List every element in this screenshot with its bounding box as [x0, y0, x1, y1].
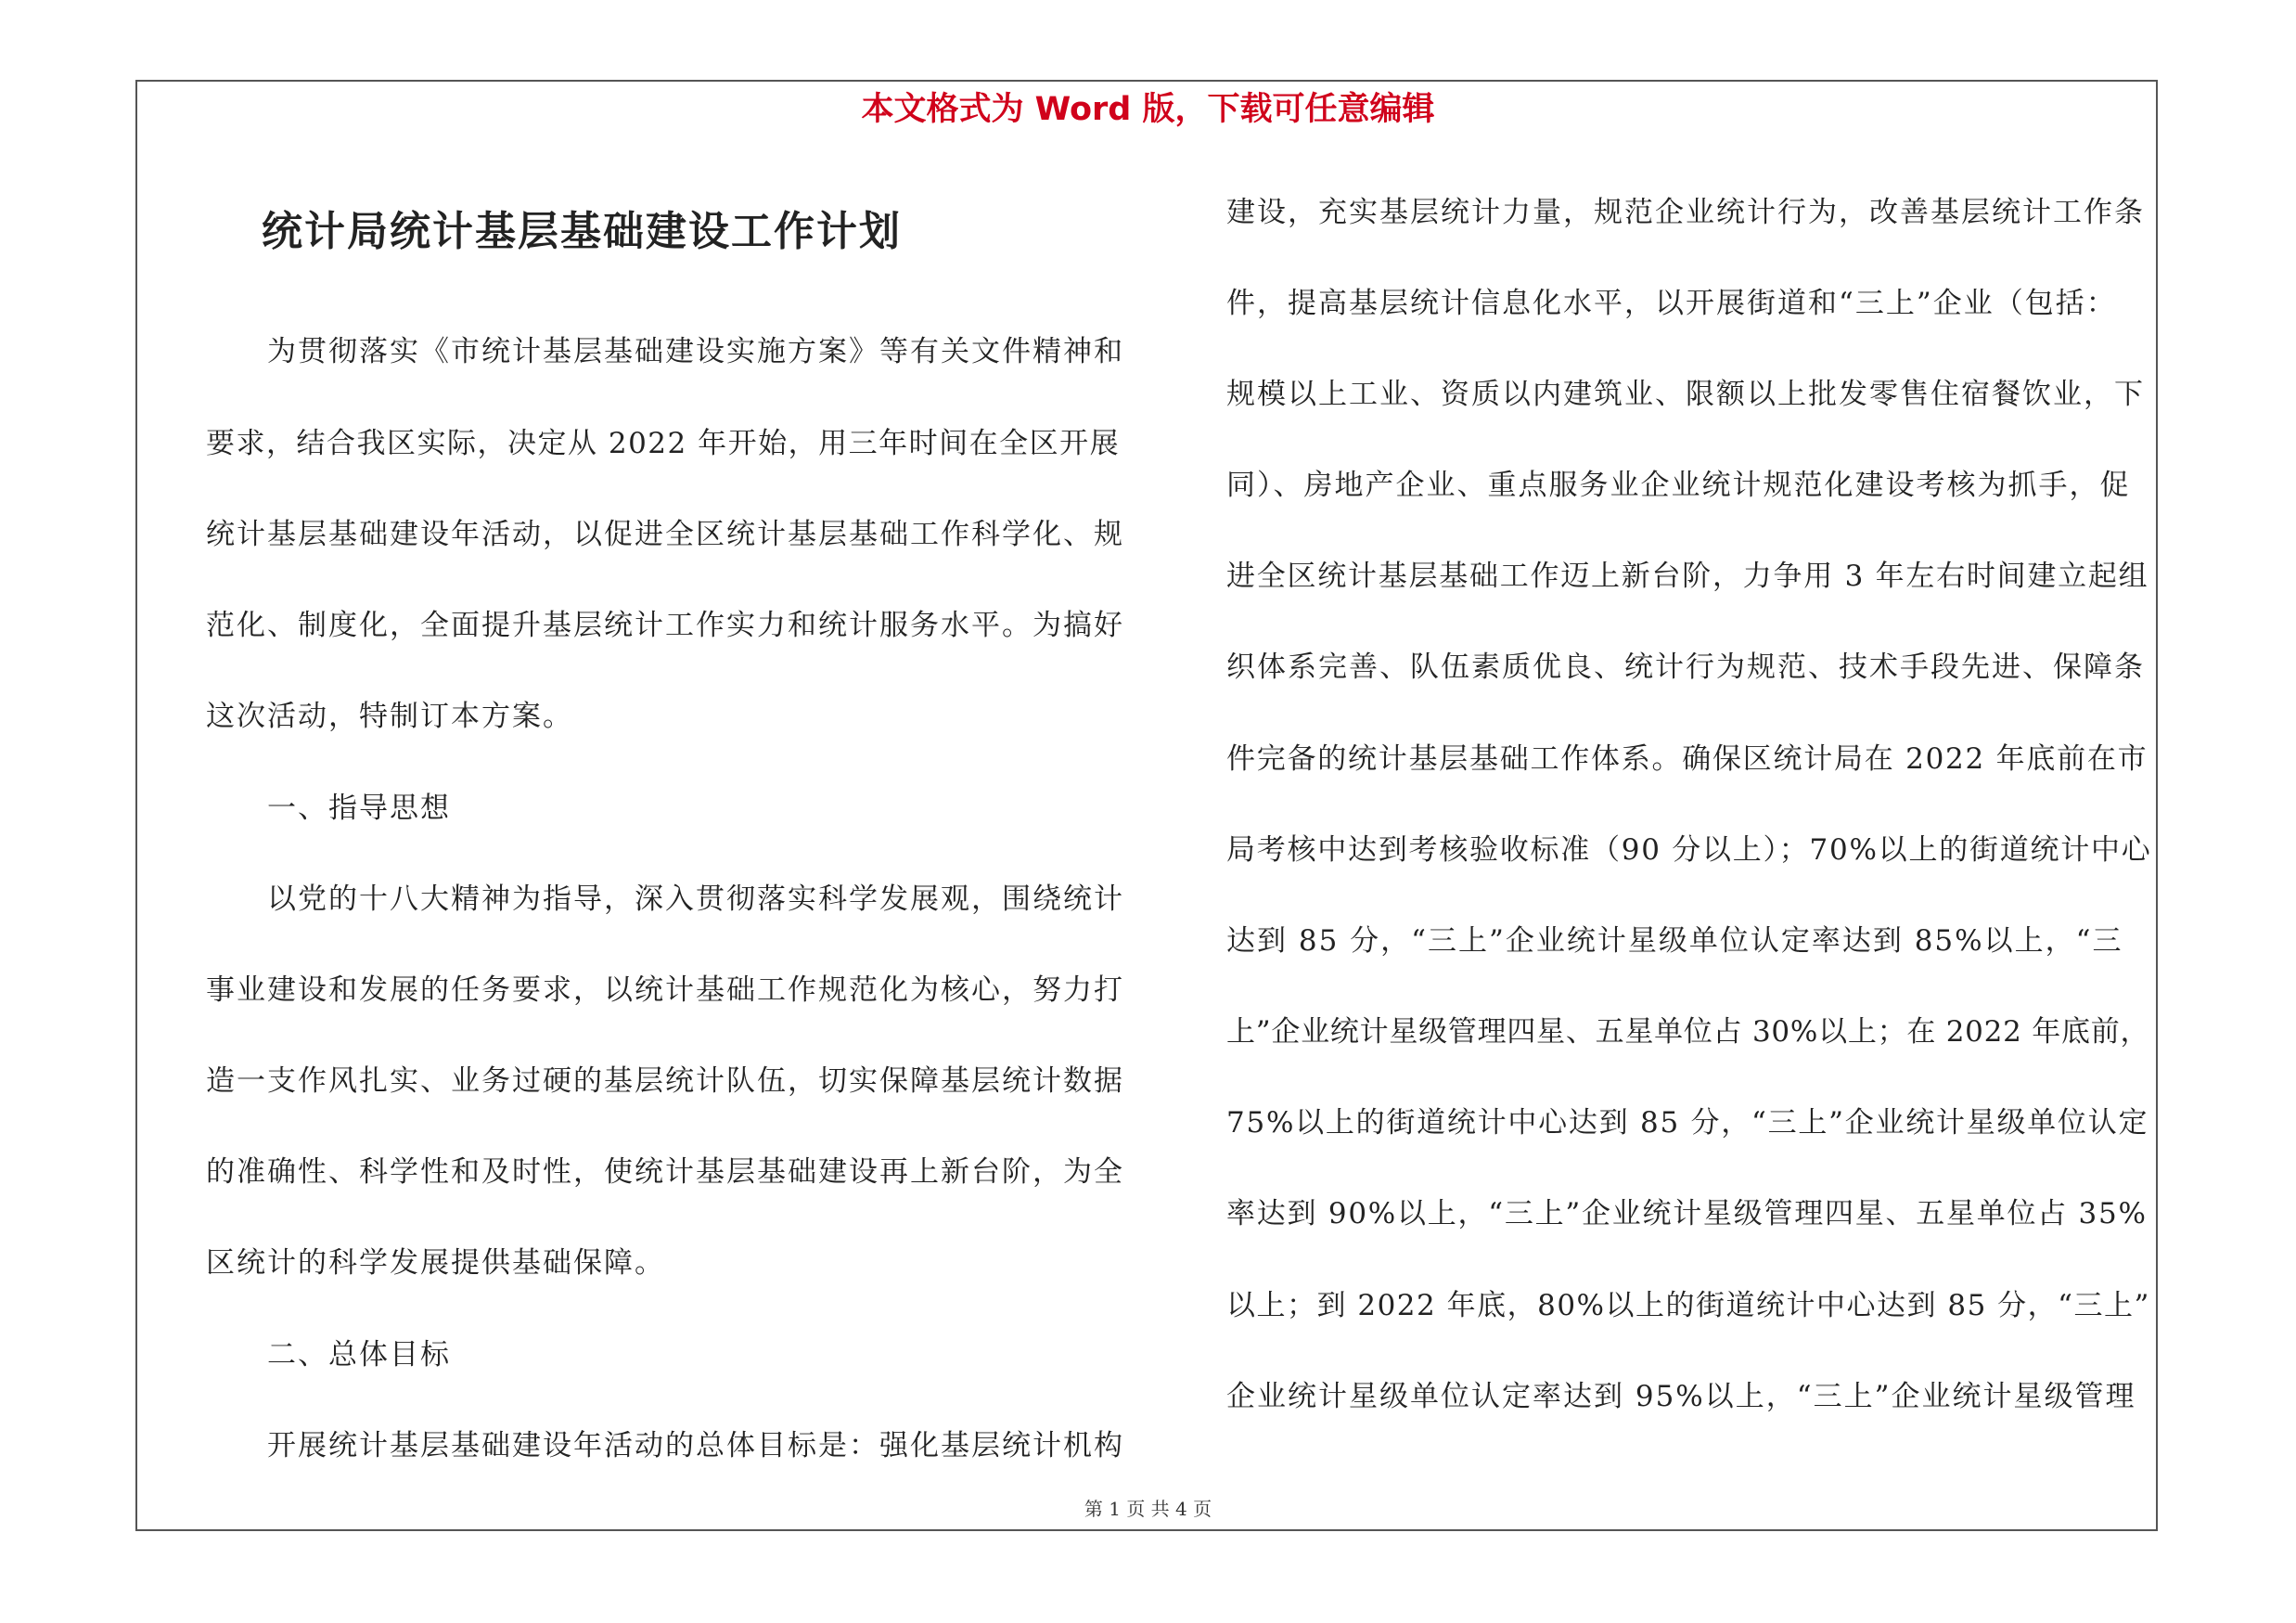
paragraph-line: 率达到 90%以上，“三上”企业统计星级管理四星、五星单位占 35% — [1226, 1197, 2148, 1230]
paragraph-line: 75%以上的街道统计中心达到 85 分，“三上”企业统计星级单位认定 — [1226, 1106, 2149, 1140]
paragraph-line: 的准确性、科学性和及时性，使统计基层基础建设再上新台阶，为全 — [206, 1155, 1124, 1189]
document-title: 统计局统计基层基础建设工作计划 — [262, 208, 902, 255]
paragraph-line: 件完备的统计基层基础工作体系。确保区统计局在 2022 年底前在市 — [1226, 742, 2148, 776]
paragraph-line: 上”企业统计星级管理四星、五星单位占 30%以上；在 2022 年底前， — [1226, 1015, 2150, 1049]
section-heading: 二、总体目标 — [267, 1338, 451, 1372]
paragraph-line: 造一支作风扎实、业务过硬的基层统计队伍，切实保障基层统计数据 — [206, 1064, 1124, 1098]
paragraph-line: 事业建设和发展的任务要求，以统计基础工作规范化为核心，努力打 — [206, 973, 1124, 1007]
paragraph-line: 达到 85 分，“三上”企业统计星级单位认定率达到 85%以上，“三 — [1226, 924, 2123, 958]
paragraph-line: 以党的十八大精神为指导，深入贯彻落实科学发展观，围绕统计 — [267, 882, 1124, 916]
paragraph-line: 进全区统计基层基础工作迈上新台阶，力争用 3 年左右时间建立起组 — [1226, 560, 2149, 593]
paragraph-line: 局考核中达到考核验收标准（90 分以上）；70%以上的街道统计中心 — [1226, 833, 2152, 867]
paragraph-line: 为贯彻落实《市统计基层基础建设实施方案》等有关文件精神和 — [267, 335, 1124, 368]
page-number-footer: 第 1 页 共 4 页 — [1084, 1498, 1212, 1520]
paragraph-line: 规模以上工业、资质以内建筑业、限额以上批发零售住宿餐饮业，下 — [1226, 378, 2145, 411]
paragraph-line: 要求，结合我区实际，决定从 2022 年开始，用三年时间在全区开展 — [206, 427, 1121, 460]
paragraph-line: 这次活动，特制订本方案。 — [206, 700, 573, 733]
paragraph-line: 区统计的科学发展提供基础保障。 — [206, 1246, 665, 1280]
paragraph-line: 件，提高基层统计信息化水平，以开展街道和“三上”企业（包括： — [1226, 287, 2117, 320]
paragraph-line: 统计基层基础建设年活动，以促进全区统计基层基础工作科学化、规 — [206, 518, 1124, 551]
paragraph-line: 开展统计基层基础建设年活动的总体目标是：强化基层统计机构 — [267, 1429, 1124, 1462]
paragraph-line: 以上；到 2022 年底，80%以上的街道统计中心达到 85 分，“三上” — [1226, 1289, 2150, 1322]
paragraph-line: 同）、房地产企业、重点服务业企业统计规范化建设考核为抓手，促 — [1226, 469, 2131, 502]
paragraph-line: 企业统计星级单位认定率达到 95%以上，“三上”企业统计星级管理 — [1226, 1380, 2136, 1413]
edit-notice-banner: 本文格式为 Word 版，下载可任意编辑 — [861, 91, 1435, 128]
paragraph-line: 建设，充实基层统计力量，规范企业统计行为，改善基层统计工作条 — [1226, 196, 2145, 229]
paragraph-line: 范化、制度化，全面提升基层统计工作实力和统计服务水平。为搞好 — [206, 609, 1124, 642]
section-heading: 一、指导思想 — [267, 792, 451, 825]
paragraph-line: 织体系完善、队伍素质优良、统计行为规范、技术手段先进、保障条 — [1226, 650, 2145, 684]
